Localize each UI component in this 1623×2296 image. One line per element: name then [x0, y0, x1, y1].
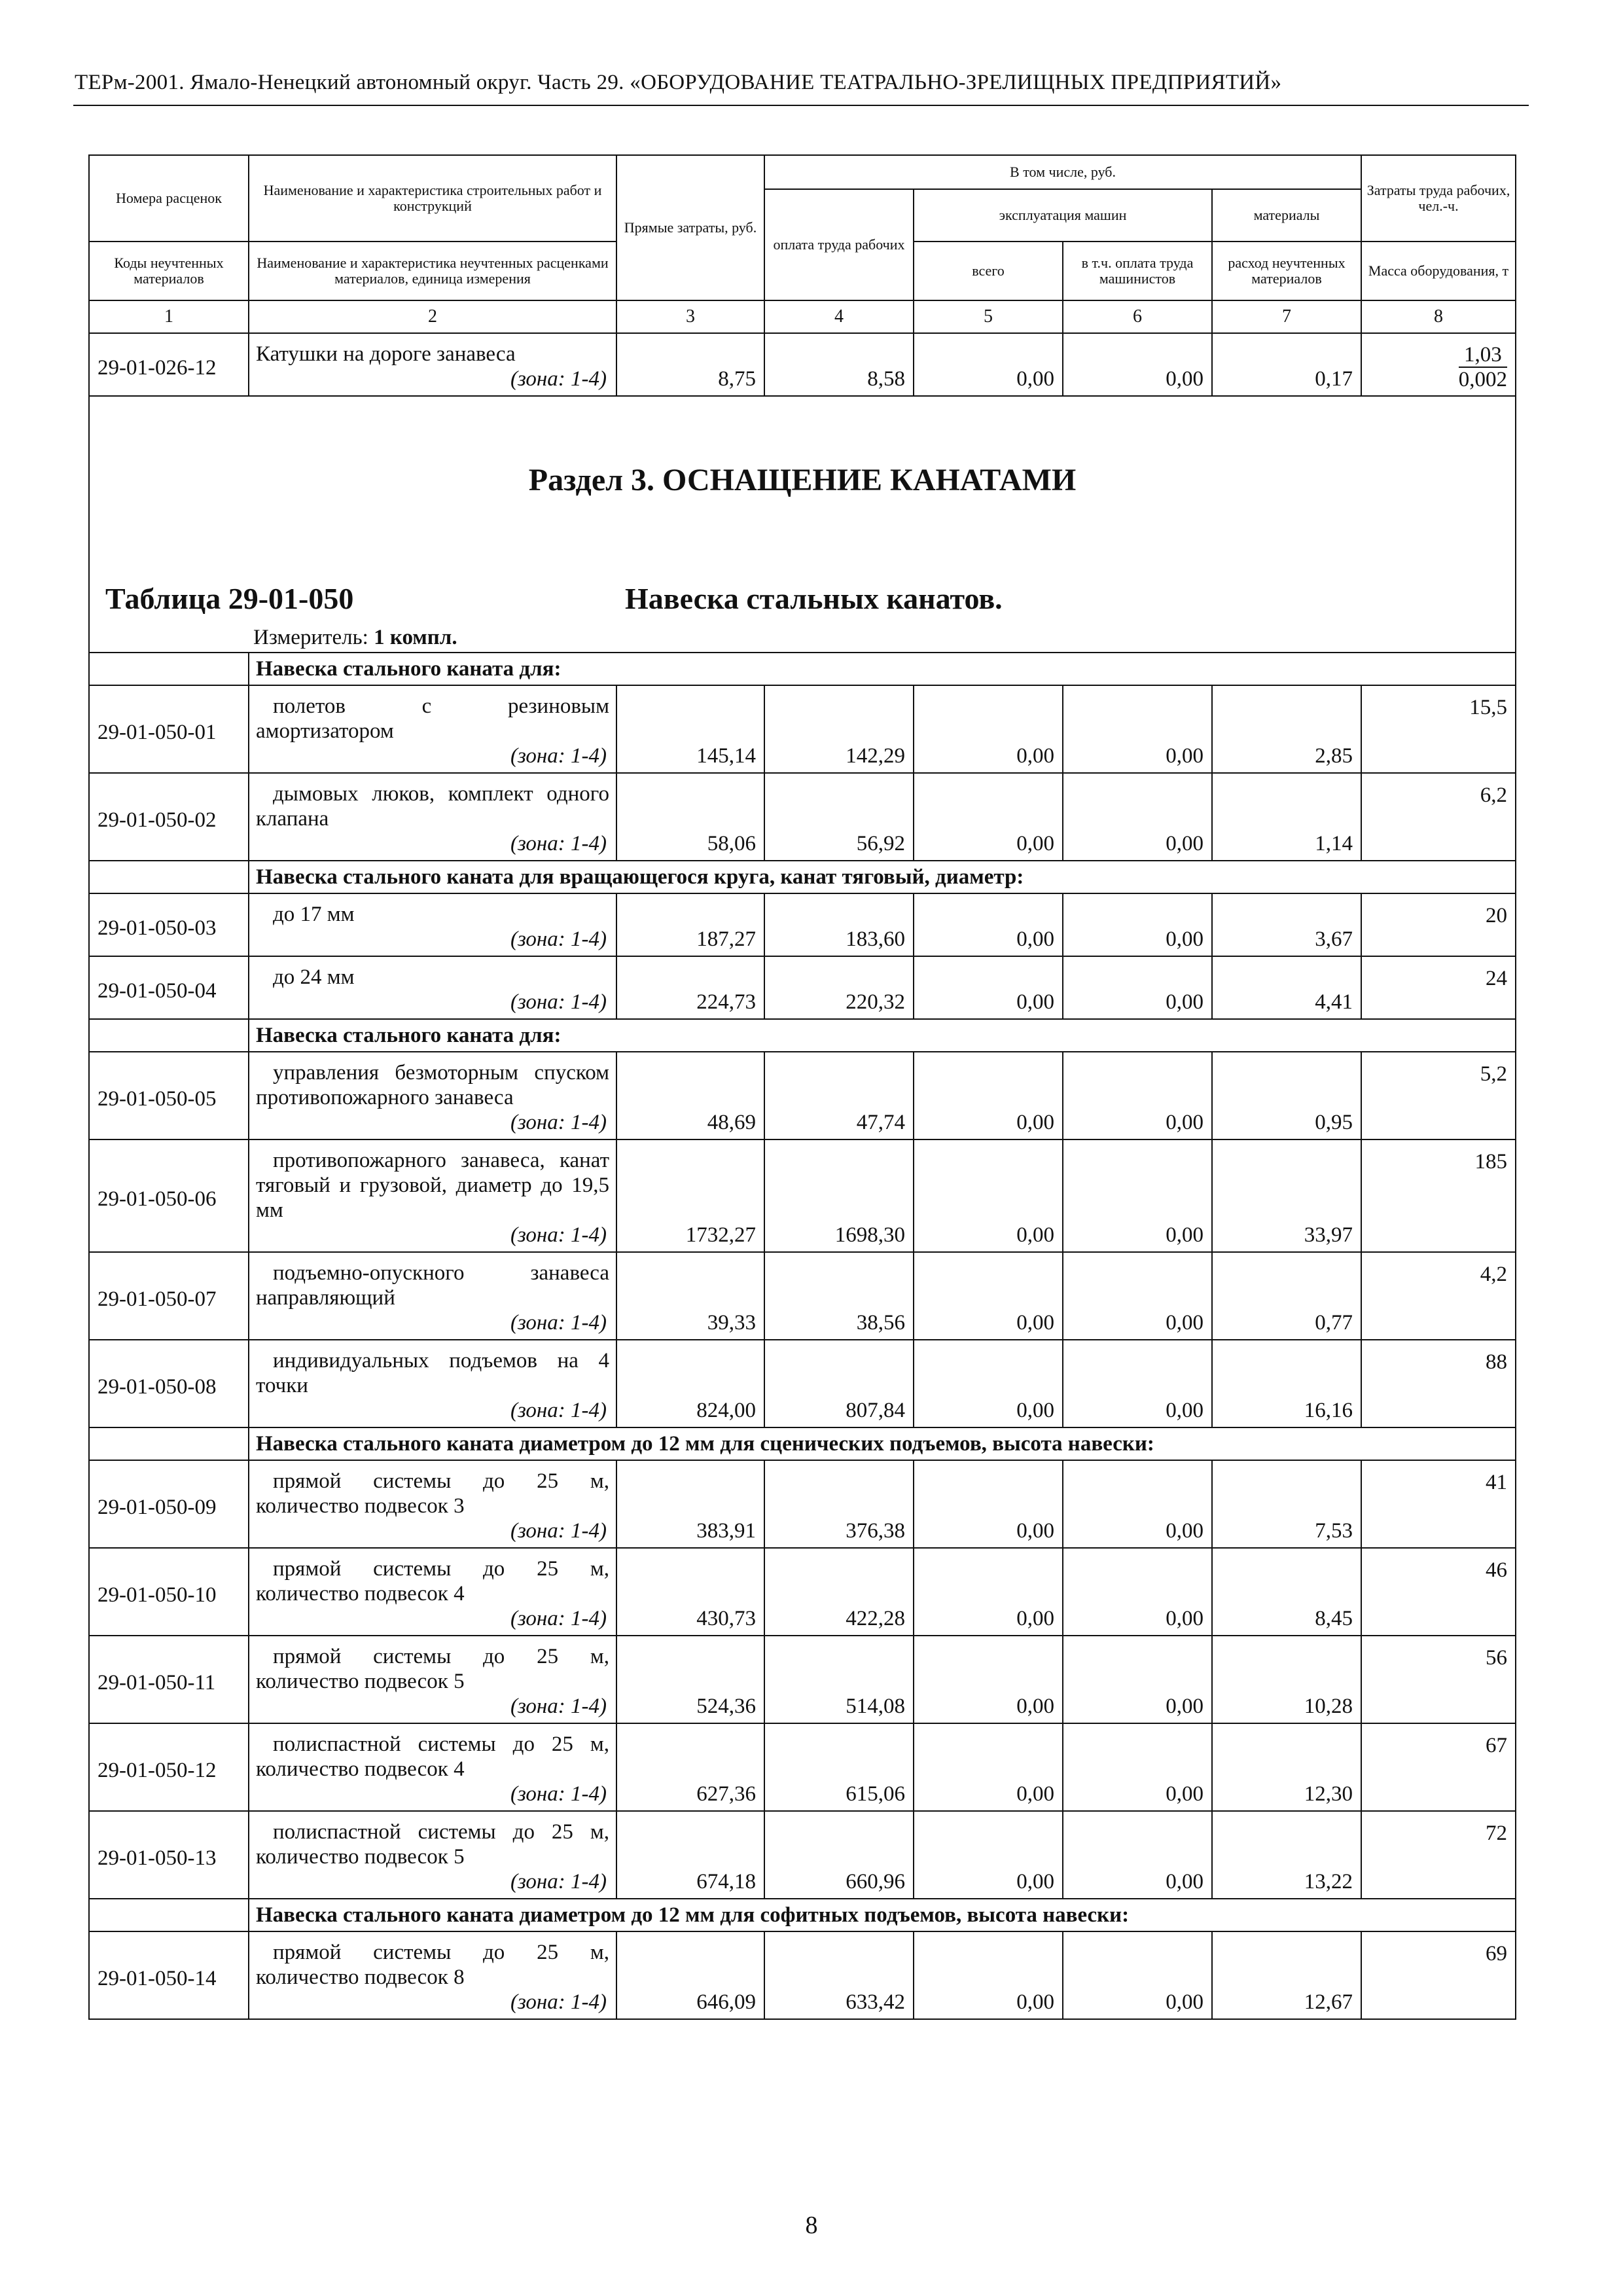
- rate-code: 29-01-050-07: [89, 1252, 249, 1340]
- col-number: 8: [1361, 300, 1516, 333]
- rate-code: 29-01-050-11: [89, 1636, 249, 1723]
- zone-label: (зона: 1-4): [249, 1782, 616, 1811]
- col-header-operator-pay: в т.ч. оплата труда машинистов: [1063, 242, 1212, 300]
- operator-pay: 0,00: [1063, 1606, 1212, 1636]
- labor-hours-value: 41: [1361, 1460, 1516, 1548]
- operator-pay: 0,00: [1063, 1310, 1212, 1340]
- worker-pay: 633,42: [764, 1990, 914, 2019]
- machine-cost: 0,00: [914, 1782, 1063, 1811]
- machine-cost: 0,00: [914, 1869, 1063, 1899]
- direct-cost: 8,75: [616, 367, 764, 396]
- rate-name-text: до 17 мм: [273, 903, 355, 926]
- group-title: Навеска стального каната для:: [249, 653, 1516, 685]
- rate-name-text: Катушки на дороге занавеса: [256, 342, 516, 366]
- rate-name-text: полиспастной системы до 25 м, количество подвесок 5: [256, 1820, 609, 1869]
- rate-name-text: управления безмоторным спуском противопожарного занавеса: [256, 1061, 609, 1109]
- machine-cost: 0,00: [914, 744, 1063, 773]
- materials-cost: 0,95: [1212, 1110, 1361, 1139]
- rate-name: [249, 1636, 616, 1694]
- machine-cost: 0,00: [914, 1223, 1063, 1252]
- rate-code: 29-01-050-01: [89, 685, 249, 773]
- rate-code: 29-01-050-10: [89, 1548, 249, 1636]
- materials-cost: 12,30: [1212, 1782, 1361, 1811]
- worker-pay: 220,32: [764, 990, 914, 1019]
- machine-cost: 0,00: [914, 1990, 1063, 2019]
- machine-cost: 0,00: [914, 927, 1063, 956]
- rate-code: 29-01-050-02: [89, 773, 249, 861]
- materials-cost: 8,45: [1212, 1606, 1361, 1636]
- rates-table: [88, 154, 1516, 2020]
- labor-hours-value: 5,2: [1361, 1052, 1516, 1139]
- col-header-material-names: Наименование и характеристика неучтенных расценками материалов, единица измерения: [249, 242, 616, 300]
- col-number: 5: [914, 300, 1063, 333]
- rate-code: 29-01-050-12: [89, 1723, 249, 1811]
- rate-code: 29-01-050-09: [89, 1460, 249, 1548]
- machine-cost: 0,00: [914, 1694, 1063, 1723]
- table-caption: Навеска стальных канатов.: [625, 582, 1003, 615]
- col-header-worker-pay: оплата труда рабочих: [764, 189, 914, 300]
- rate-code: 29-01-050-13: [89, 1811, 249, 1899]
- direct-cost: 224,73: [616, 990, 764, 1019]
- rate-name-text: прямой системы до 25 м, количество подвесок 4: [256, 1557, 609, 1605]
- rate-code: 29-01-050-04: [89, 956, 249, 1019]
- worker-pay: 56,92: [764, 831, 914, 861]
- group-title: Навеска стального каната диаметром до 12 мм для сценических подъемов, высота навески:: [249, 1427, 1516, 1460]
- materials-cost: 4,41: [1212, 990, 1361, 1019]
- labor-hours-value: 88: [1361, 1340, 1516, 1427]
- rate-name: [249, 1548, 616, 1606]
- operator-pay: 0,00: [1063, 367, 1212, 396]
- rate-name-text: подъемно-опускного занавеса направляющий: [256, 1261, 609, 1310]
- zone-label: (зона: 1-4): [249, 1110, 616, 1139]
- worker-pay: 807,84: [764, 1398, 914, 1427]
- materials-cost: 1,14: [1212, 831, 1361, 861]
- page-number: 8: [805, 2212, 818, 2239]
- materials-cost: 2,85: [1212, 744, 1361, 773]
- rate-name: [249, 1052, 616, 1110]
- operator-pay: 0,00: [1063, 1869, 1212, 1899]
- group-spacer: [89, 1427, 249, 1460]
- materials-cost: 0,17: [1212, 367, 1361, 396]
- rate-name-text: полиспастной системы до 25 м, количество подвесок 4: [256, 1732, 609, 1781]
- materials-cost: 7,53: [1212, 1518, 1361, 1548]
- direct-cost: 1732,27: [616, 1223, 764, 1252]
- machine-cost: 0,00: [914, 1310, 1063, 1340]
- rate-name: [249, 956, 616, 990]
- operator-pay: 0,00: [1063, 744, 1212, 773]
- col-header-unaccounted-materials: расход неучтенных материалов: [1212, 242, 1361, 300]
- direct-cost: 145,14: [616, 744, 764, 773]
- operator-pay: 0,00: [1063, 1398, 1212, 1427]
- section-block: [89, 396, 1516, 653]
- mass-denominator: 0,002: [1458, 368, 1508, 391]
- rate-name-text: прямой системы до 25 м, количество подвесок 5: [256, 1645, 609, 1693]
- rate-name: [249, 1931, 616, 1990]
- worker-pay: 47,74: [764, 1110, 914, 1139]
- table-label: Таблица 29-01-050: [105, 582, 354, 615]
- group-title: Навеска стального каната для вращающегося круга, канат тяговый, диаметр:: [249, 861, 1516, 893]
- labor-hours-value: 69: [1361, 1931, 1516, 2019]
- operator-pay: 0,00: [1063, 1782, 1212, 1811]
- worker-pay: 422,28: [764, 1606, 914, 1636]
- col-number: 6: [1063, 300, 1212, 333]
- worker-pay: 615,06: [764, 1782, 914, 1811]
- worker-pay: 1698,30: [764, 1223, 914, 1252]
- labor-hours-value: 67: [1361, 1723, 1516, 1811]
- direct-cost: 58,06: [616, 831, 764, 861]
- direct-cost: 824,00: [616, 1398, 764, 1427]
- operator-pay: 0,00: [1063, 831, 1212, 861]
- rate-name-text: прямой системы до 25 м, количество подвесок 3: [256, 1469, 609, 1518]
- col-header-material-codes: Коды неучтенных материалов: [89, 242, 249, 300]
- direct-cost: 430,73: [616, 1606, 764, 1636]
- operator-pay: 0,00: [1063, 1694, 1212, 1723]
- zone-label: (зона: 1-4): [249, 1223, 616, 1252]
- rate-name-text: дымовых люков, комплект одного клапана: [256, 782, 609, 831]
- rate-name: [249, 893, 616, 927]
- labor-hours-value: 20: [1361, 893, 1516, 956]
- direct-cost: 524,36: [616, 1694, 764, 1723]
- labor-hours-value: 185: [1361, 1139, 1516, 1252]
- rate-name-text: противопожарного занавеса, канат тяговый и грузовой, диаметр до 19,5 мм: [256, 1149, 609, 1222]
- operator-pay: 0,00: [1063, 1223, 1212, 1252]
- mass-numerator: 1,03: [1459, 343, 1507, 368]
- materials-cost: 12,67: [1212, 1990, 1361, 2019]
- direct-cost: 39,33: [616, 1310, 764, 1340]
- materials-cost: 10,28: [1212, 1694, 1361, 1723]
- labor-hours-value: 24: [1361, 956, 1516, 1019]
- labor-hours-value: 6,2: [1361, 773, 1516, 861]
- rate-name: [249, 1460, 616, 1518]
- labor-hours-value: 15,5: [1361, 685, 1516, 773]
- worker-pay: 38,56: [764, 1310, 914, 1340]
- direct-cost: 646,09: [616, 1990, 764, 2019]
- unit-line: [253, 626, 457, 650]
- running-header: ТЕРм-2001. Ямало-Ненецкий автономный округ. Часть 29. «ОБОРУДОВАНИЕ ТЕАТРАЛЬНО-ЗРЕЛИЩНЫХ ПРЕДПРИЯТИЙ»: [75, 71, 1282, 94]
- worker-pay: 183,60: [764, 927, 914, 956]
- mass-value: [1361, 333, 1516, 396]
- machine-cost: 0,00: [914, 1606, 1063, 1636]
- rate-name-text: до 24 мм: [273, 965, 355, 989]
- rate-name: [249, 1252, 616, 1310]
- zone-label: (зона: 1-4): [249, 831, 616, 861]
- rate-name-text: полетов с резиновым амортизатором: [256, 694, 609, 743]
- labor-hours-value: 46: [1361, 1548, 1516, 1636]
- direct-cost: 187,27: [616, 927, 764, 956]
- machine-cost: 0,00: [914, 1110, 1063, 1139]
- rate-code: 29-01-050-05: [89, 1052, 249, 1139]
- col-header-direct-costs: Прямые затраты, руб.: [616, 155, 764, 300]
- group-title: Навеска стального каната диаметром до 12 мм для софитных подъемов, высота навески:: [249, 1899, 1516, 1931]
- zone-label: (зона: 1-4): [249, 1694, 616, 1723]
- col-header-machines: эксплуатация машин: [914, 189, 1212, 242]
- zone-label: (зона: 1-4): [249, 927, 616, 956]
- operator-pay: 0,00: [1063, 1990, 1212, 2019]
- zone-label: (зона: 1-4): [249, 1310, 616, 1340]
- machine-cost: 0,00: [914, 1398, 1063, 1427]
- worker-pay: 514,08: [764, 1694, 914, 1723]
- materials-cost: 0,77: [1212, 1310, 1361, 1340]
- machine-cost: 0,00: [914, 1518, 1063, 1548]
- operator-pay: 0,00: [1063, 1518, 1212, 1548]
- materials-cost: 3,67: [1212, 927, 1361, 956]
- rate-name: [249, 1811, 616, 1869]
- col-header-materials: материалы: [1212, 189, 1361, 242]
- zone-label: (зона: 1-4): [249, 1398, 616, 1427]
- unit-value: 1 компл.: [374, 626, 457, 649]
- machine-cost: 0,00: [914, 367, 1063, 396]
- col-header-labor-hours: Затраты труда рабочих, чел.-ч.: [1361, 155, 1516, 242]
- zone-label: (зона: 1-4): [249, 1518, 616, 1548]
- direct-cost: 674,18: [616, 1869, 764, 1899]
- col-number: 7: [1212, 300, 1361, 333]
- operator-pay: 0,00: [1063, 927, 1212, 956]
- labor-hours-value: 56: [1361, 1636, 1516, 1723]
- rate-name-text: прямой системы до 25 м, количество подвесок 8: [256, 1941, 609, 1989]
- col-header-equipment-mass: Масса оборудования, т: [1361, 242, 1516, 300]
- rate-name: [249, 333, 616, 367]
- labor-hours-value: 4,2: [1361, 1252, 1516, 1340]
- machine-cost: 0,00: [914, 990, 1063, 1019]
- group-spacer: [89, 1019, 249, 1052]
- direct-cost: 383,91: [616, 1518, 764, 1548]
- rate-name: [249, 1139, 616, 1223]
- rate-name: [249, 685, 616, 744]
- rate-code: 29-01-050-06: [89, 1139, 249, 1252]
- group-spacer: [89, 653, 249, 685]
- direct-cost: 627,36: [616, 1782, 764, 1811]
- machine-cost: 0,00: [914, 831, 1063, 861]
- zone-label: (зона: 1-4): [249, 1606, 616, 1636]
- rate-name-text: индивидуальных подъемов на 4 точки: [256, 1349, 609, 1397]
- col-header-including: В том числе, руб.: [764, 155, 1361, 189]
- zone-label: (зона: 1-4): [249, 1990, 616, 2019]
- zone-label: (зона: 1-4): [249, 1869, 616, 1899]
- rate-code: 29-01-050-08: [89, 1340, 249, 1427]
- zone-label: (зона: 1-4): [249, 367, 616, 396]
- unit-prefix: Измеритель:: [253, 626, 368, 649]
- rate-name: [249, 773, 616, 831]
- group-spacer: [89, 861, 249, 893]
- section-title: Раздел 3. ОСНАЩЕНИЕ КАНАТАМИ: [528, 463, 1077, 497]
- col-header-rate-numbers: Номера расценок: [89, 155, 249, 242]
- group-spacer: [89, 1899, 249, 1931]
- col-number: 2: [249, 300, 616, 333]
- col-number: 4: [764, 300, 914, 333]
- worker-pay: 8,58: [764, 367, 914, 396]
- col-number: 3: [616, 300, 764, 333]
- direct-cost: 48,69: [616, 1110, 764, 1139]
- labor-hours-value: 72: [1361, 1811, 1516, 1899]
- materials-cost: 13,22: [1212, 1869, 1361, 1899]
- rate-code: 29-01-050-14: [89, 1931, 249, 2019]
- rate-name: [249, 1723, 616, 1782]
- zone-label: (зона: 1-4): [249, 744, 616, 773]
- materials-cost: 16,16: [1212, 1398, 1361, 1427]
- zone-label: (зона: 1-4): [249, 990, 616, 1019]
- rate-code: 29-01-050-03: [89, 893, 249, 956]
- materials-cost: 33,97: [1212, 1223, 1361, 1252]
- rate-code: 29-01-026-12: [89, 333, 249, 396]
- operator-pay: 0,00: [1063, 1110, 1212, 1139]
- col-header-work-name: Наименование и характеристика строительных работ и конструкций: [249, 155, 616, 242]
- worker-pay: 142,29: [764, 744, 914, 773]
- group-title: Навеска стального каната для:: [249, 1019, 1516, 1052]
- col-number: 1: [89, 300, 249, 333]
- rate-name: [249, 1340, 616, 1398]
- operator-pay: 0,00: [1063, 990, 1212, 1019]
- worker-pay: 376,38: [764, 1518, 914, 1548]
- col-header-machines-total: всего: [914, 242, 1063, 300]
- worker-pay: 660,96: [764, 1869, 914, 1899]
- header-rule: [73, 105, 1529, 106]
